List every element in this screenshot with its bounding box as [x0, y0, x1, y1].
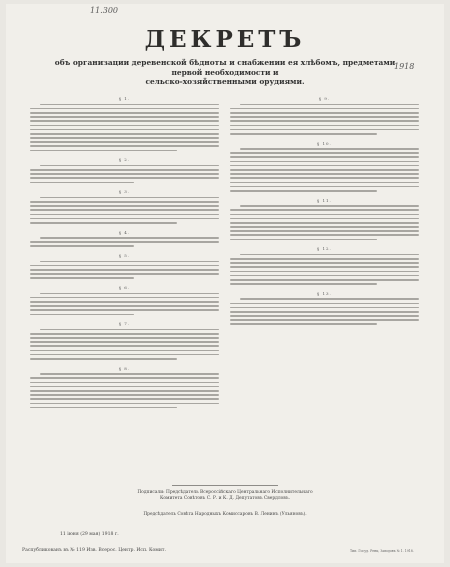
decree-section	[30, 285, 219, 315]
section-number: § 10.	[317, 140, 332, 146]
signature-lenin: Предсѣдатель Совѣта Народныхъ Комиссаровъ В. Ленинъ (Ульяновъ).	[143, 512, 307, 517]
section-body-text	[30, 237, 219, 247]
section-number: § 7.	[118, 321, 131, 327]
section-number: § 5.	[118, 253, 131, 259]
document-title: ДЕКРЕТЪ	[144, 26, 306, 53]
section-body-text	[30, 104, 219, 152]
decree-section	[30, 366, 219, 409]
section-body-text	[30, 165, 219, 183]
decree-section	[30, 230, 219, 248]
printer-imprint: Тип. Госуд. Ренц. Заводовъ № 1. 1918.	[350, 549, 414, 553]
section-number: § 2.	[118, 157, 131, 163]
section-number: § 1.	[118, 96, 131, 101]
right-column	[230, 96, 419, 331]
section-number: § 8.	[118, 365, 131, 371]
signature-line-2: Комитета Совѣтовъ С. Р. и К. Д. Депутатовъ Свердловъ.	[160, 496, 290, 501]
handwritten-archive-number: 11.300	[90, 6, 118, 15]
section-body-text	[30, 261, 219, 279]
section-number: § 12.	[317, 246, 332, 252]
decree-section	[230, 246, 419, 285]
section-body-text	[30, 197, 219, 224]
decree-section	[230, 291, 419, 325]
section-number: § 9.	[318, 96, 331, 101]
section-number: § 13.	[317, 290, 332, 296]
section-body-text	[230, 254, 419, 285]
publication-note: Распубликованъ въ № 119 Изв. Всерос. Центр. Исп. Комит.	[22, 548, 166, 553]
signature-line-1: Подписали: Предсѣдатель Всероссійскаго Центральнаго Исполнительнаго	[137, 490, 313, 495]
decree-section	[30, 157, 219, 183]
section-body-text	[230, 148, 419, 191]
decree-section	[230, 141, 419, 192]
section-number: § 6.	[118, 285, 131, 290]
decree-section	[30, 253, 219, 279]
decree-section	[30, 189, 219, 223]
signature-block	[40, 490, 410, 502]
decree-section	[230, 198, 419, 241]
section-body-text	[30, 373, 219, 408]
decree-section	[30, 96, 219, 151]
decree-section	[30, 321, 219, 360]
section-body-text	[30, 293, 219, 316]
section-body-text	[30, 329, 219, 360]
section-body-text	[230, 104, 419, 135]
subtitle-line-1: объ организации деревенской бѣдноты и снабжении ея хлѣбомъ, предметами первой необходимости и	[54, 58, 396, 77]
document-subtitle	[40, 58, 410, 87]
section-number: § 4.	[118, 229, 131, 235]
section-number: § 3.	[118, 189, 131, 195]
decree-section	[230, 96, 419, 135]
section-body-text	[230, 298, 419, 325]
subtitle-line-2: сельско-хозяйственными орудиями.	[145, 77, 305, 87]
decree-date: 11 іюня (29 мая) 1918 г.	[60, 532, 119, 537]
section-number: § 11.	[317, 197, 332, 203]
left-column	[30, 96, 219, 414]
handwritten-year-note: 1918	[394, 62, 415, 71]
divider-rule	[172, 485, 278, 486]
section-body-text	[230, 205, 419, 240]
